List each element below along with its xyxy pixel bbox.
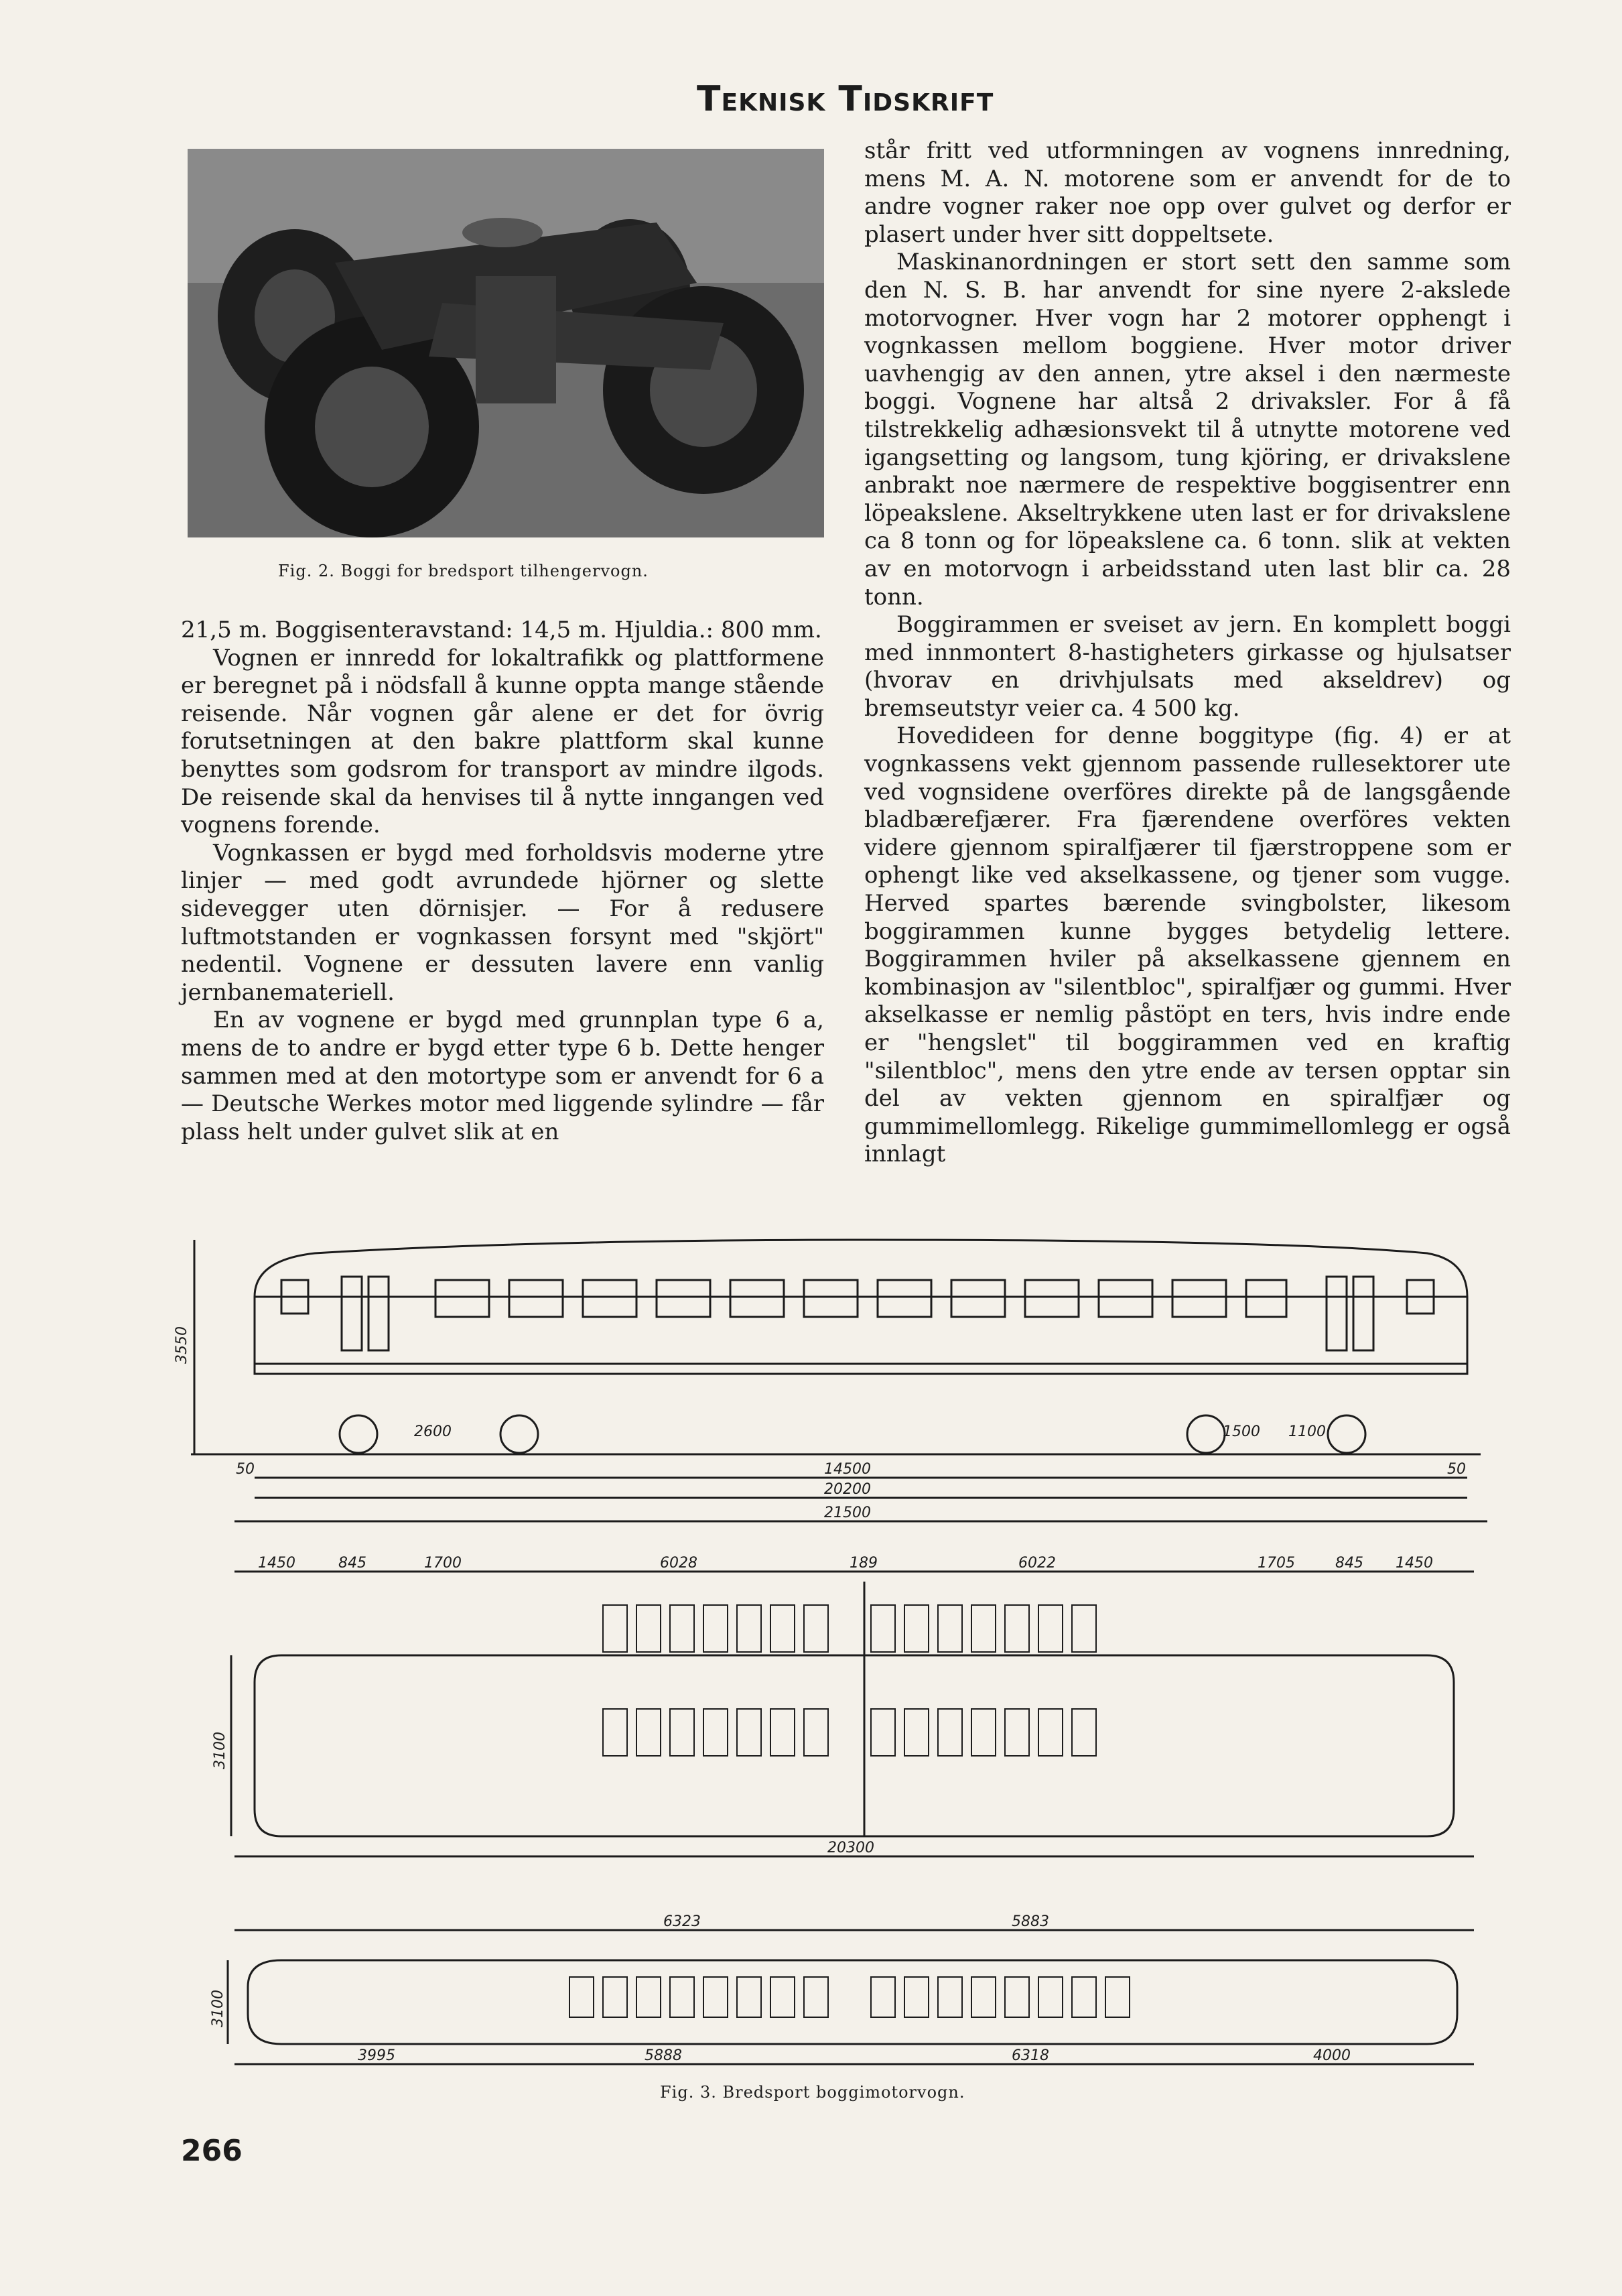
dim-label: 4000 [1313, 2047, 1351, 2064]
dim-label: 3100 [210, 1990, 226, 2027]
dim-label: 20200 [824, 1481, 871, 1498]
dim-label: 2600 [414, 1423, 452, 1440]
paragraph: En av vognene er bygd med grunnplan type 6 a, mens de to andre er bygd etter type 6 b. Dette henger sammen med at den motortype som er anvendt for 6 a — Deutsche Werkes motor med liggende sylindre — får plass helt under gulvet slik at en [181, 1007, 824, 1145]
dim-label: 6028 [660, 1555, 697, 1572]
journal-header: Teknisk Tidskrift [697, 79, 994, 119]
paragraph: Maskinanordningen er stort sett den samme som den N. S. B. har anvendt for sine nyere 2-akslede motorvogner. Hver vogn har 2 motorer opphengt i vognkassen mellom boggiene. Hver motor driver uavhengig av den annen, ytre aksel i den nærmeste boggi. Vognene har altså 2 drivaksler. For å få tilstrekkelig adhæsionsvekt til å utnytte motorene ved igangsetting og langsom, tung kjöring, er drivakslene anbrakt noe nærmere de respektive boggisentrer enn löpeakslene. Akseltrykkene uten last er for drivakslene ca 8 tonn og for löpeakslene ca. 6 tonn. slik at vekten av en motorvogn i arbeidsstand uten last blir ca. 28 tonn. [864, 249, 1511, 611]
dim-label: 5888 [645, 2047, 682, 2064]
dim-label: 14500 [824, 1461, 871, 1478]
page-number: 266 [181, 2134, 243, 2168]
paragraph: Hovedideen for denne boggitype (fig. 4) er at vognkassens vekt gjennom passende rullesektorer ute ved vognsidene overföres direkte på de langsgående bladbærefjærer. Fra fjærendene overföres vekten videre gjennom spiralfjærer til fjærstroppene som er ophengt like ved akselkassene, og tjener som vugge. Herved spartes bærende svingbolster, likesom boggirammen kunne bygges betydelig lettere. Boggirammen hviler på akselkassene gjennem en kombinasjon av "silentbloc", spiralfjær og gummi. Hver akselkasse er nemlig påstöpt en ters, hvis indre ende er "hengslet" til boggirammen ved en kraftig "silentbloc", mens den ytre ende av tersen opptar sin del av vekten gjennom en spiralfjær og gummimellomlegg. Rikelige gummimellomlegg er også innlagt [864, 722, 1511, 1168]
paragraph: Vognkassen er bygd med forholdsvis moderne ytre linjer — med godt avrundede hjörner og slette sidevegger uten dörnisjer. — For å redusere luftmotstanden er vognkassen forsynt med "skjört" nedentil. Vognene er dessuten lavere enn vanlig jernbanemateriell. [181, 839, 824, 1006]
dim-label: 189 [850, 1555, 878, 1572]
dim-label: 845 [1335, 1555, 1363, 1572]
dim-label: 6318 [1012, 2047, 1049, 2064]
dim-label: 5883 [1012, 1913, 1049, 1930]
dim-label: 1450 [1396, 1555, 1433, 1572]
paragraph: 21,5 m. Boggisenteravstand: 14,5 m. Hjuldia.: 800 mm. [181, 617, 822, 643]
dim-label: 50 [236, 1461, 255, 1478]
dim-label: 21500 [824, 1505, 871, 1521]
paragraph: står fritt ved utformningen av vognens innredning, mens M. A. N. motorene som er anvendt for de to andre vogner raker noe opp over gulvet og derfor er plasert under hver sitt doppeltsete. [864, 137, 1511, 248]
dim-label: 6323 [663, 1913, 701, 1930]
paragraph: Boggirammen er sveiset av jern. En komplett boggi med innmontert 8-hastigheters girkasse og hjulsatser (hvorav en drivhjulsats med akseldrev) og bremseutstyr veier ca. 4 500 kg. [864, 611, 1511, 722]
dim-label: 845 [338, 1555, 366, 1572]
side-height-label: 3550 [174, 1326, 190, 1364]
dim-label: 3100 [212, 1732, 228, 1769]
dim-label: 1700 [424, 1555, 462, 1572]
fig3-caption: Fig. 3. Bredsport boggimotorvogn. [660, 2083, 965, 2102]
side-windows [281, 1277, 1434, 1350]
dim-label: 1500 [1223, 1423, 1260, 1440]
fig2-caption: Fig. 2. Boggi for bredsport tilhengervogn. [278, 562, 649, 580]
dim-label: 1100 [1288, 1423, 1326, 1440]
dim-label: 1450 [258, 1555, 295, 1572]
dim-label: 20300 [827, 1840, 874, 1856]
dim-label: 1705 [1258, 1555, 1295, 1572]
dim-label: 6022 [1018, 1555, 1056, 1572]
paragraph: Vognen er innredd for lokaltrafikk og plattformene er beregnet på i nödsfall å kunne oppta mange stående reisende. Når vognen går alene er det for övrig forutsetningen at den bakre plattform skal kunne benyttes som godsrom for transport av mindre ilgods. De reisende skal da henvises til å nytte inngangen ved vognens forende. [181, 644, 824, 839]
dim-label: 3995 [358, 2047, 395, 2064]
seat-rows [569, 1605, 1130, 2017]
dim-label: 50 [1447, 1461, 1466, 1478]
